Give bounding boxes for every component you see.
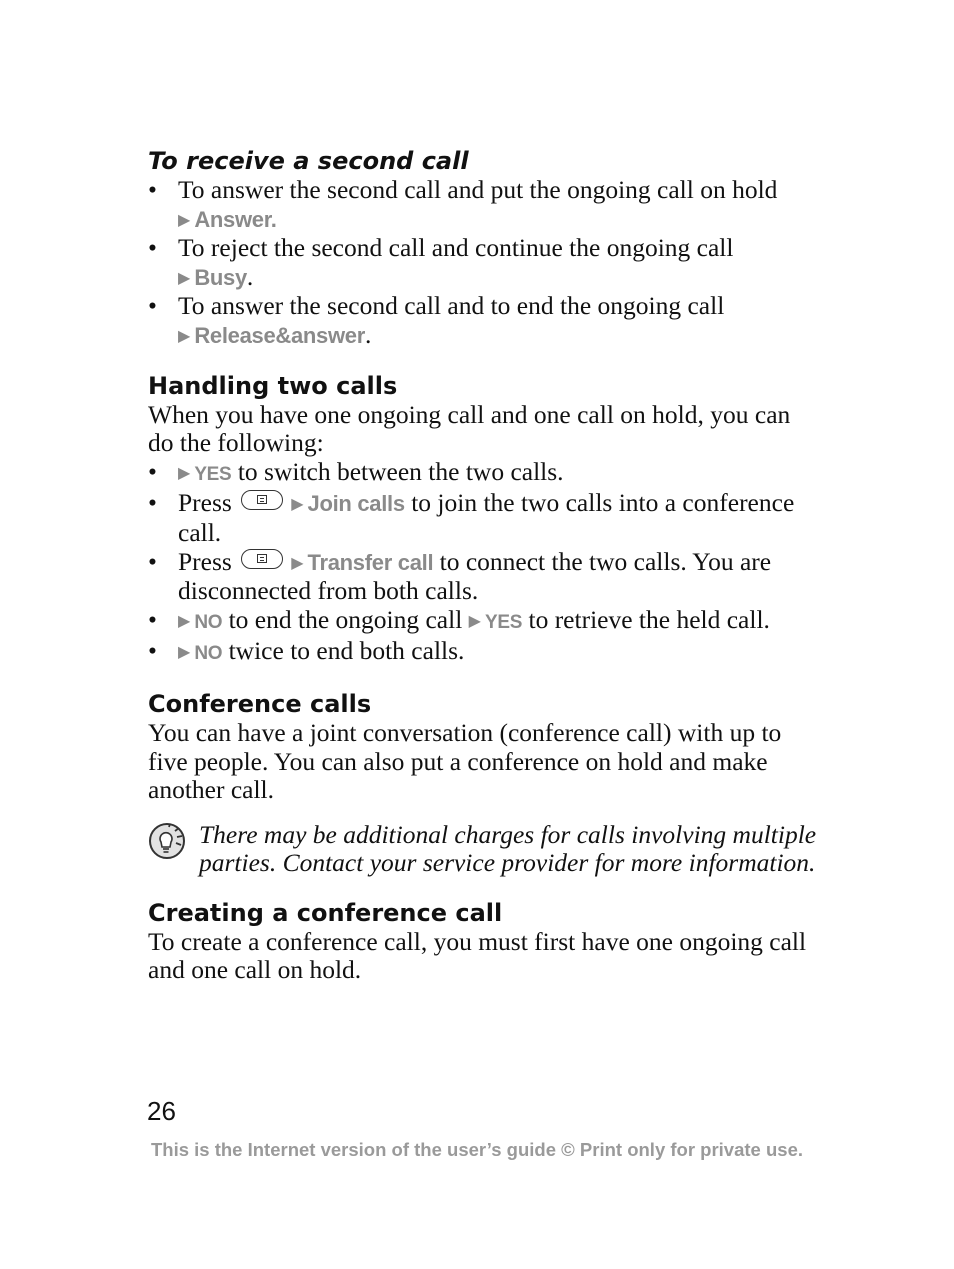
handling-intro: When you have one ongoing call and one call on hold, you can do the following: <box>148 399 791 458</box>
conference-body: You can have a joint conversation (conference call) with up to five people. You can also put a conference on hold and make another call. <box>148 717 782 805</box>
item-text: to join the two calls into a conference call. <box>178 488 795 547</box>
command-answer: Answer <box>194 206 271 232</box>
command-yes: YES <box>484 611 523 633</box>
item-press: Press <box>178 546 232 576</box>
item-punct: . <box>246 261 254 291</box>
right-triangle-icon: ▶ <box>178 267 191 287</box>
receive-options-list <box>148 176 818 351</box>
list-item <box>148 234 818 292</box>
list-item <box>148 606 818 638</box>
item-press: Press <box>178 488 232 518</box>
right-triangle-icon: ▶ <box>178 325 191 345</box>
right-triangle-icon: ▶ <box>291 552 304 572</box>
list-item <box>148 176 818 234</box>
item-text: twice to end both calls. <box>228 636 465 666</box>
right-triangle-icon: ▶ <box>178 209 191 229</box>
page-content <box>148 146 818 985</box>
heading-handling-two-calls: Handling two calls <box>148 371 398 400</box>
item-text: To answer the second call and to end the ongoing call <box>178 291 725 321</box>
command-transfer-call: Transfer call <box>307 549 434 575</box>
item-text: To reject the second call and continue the ongoing call <box>178 233 734 263</box>
section-conference-calls <box>148 689 818 878</box>
heading-creating-conference-call: Creating a conference call <box>148 898 503 927</box>
command-yes: YES <box>194 463 232 485</box>
command-no: NO <box>194 643 223 665</box>
list-item <box>148 489 818 547</box>
heading-receive-second-call: To receive a second call <box>148 147 469 175</box>
tip-note <box>148 821 818 878</box>
item-punct: . <box>365 319 372 349</box>
item-text: to connect the two calls. You are disconnected from both calls. <box>178 546 772 606</box>
menu-key-icon <box>241 549 283 569</box>
right-triangle-icon: ▶ <box>178 642 191 662</box>
item-text: to end the ongoing call <box>228 604 463 634</box>
section-receive-second-call <box>148 146 818 351</box>
item-text: to switch between the two calls. <box>237 456 564 486</box>
menu-key-icon <box>241 490 283 510</box>
page-number: 26 <box>147 1096 176 1126</box>
footer-notice: This is the Internet version of the user’s guide © Print only for private use. <box>150 1139 803 1160</box>
item-text: to retrieve the held call. <box>528 604 770 634</box>
item-punct: . <box>270 206 277 232</box>
right-triangle-icon: ▶ <box>468 610 481 630</box>
right-triangle-icon: ▶ <box>178 610 191 630</box>
lightbulb-tip-icon <box>148 821 190 863</box>
item-text: To answer the second call and put the ongoing call on hold <box>178 175 778 204</box>
list-item <box>148 292 818 350</box>
section-handling-two-calls <box>148 371 818 669</box>
command-release-answer: Release&answer <box>194 322 365 348</box>
list-item <box>148 458 818 490</box>
creating-body: To create a conference call, you must first have one ongoing call and one call on hold. <box>148 926 807 985</box>
handling-options-list <box>148 458 818 669</box>
right-triangle-icon: ▶ <box>291 494 304 514</box>
tip-text: There may be additional charges for calls involving multiple parties. Contact your service provider for more information. <box>199 819 817 878</box>
command-busy: Busy <box>194 264 247 290</box>
list-item <box>148 548 818 606</box>
section-creating-conference-call <box>148 898 818 985</box>
right-triangle-icon: ▶ <box>178 462 191 482</box>
list-item <box>148 637 818 669</box>
command-no: NO <box>194 611 223 633</box>
command-join-calls: Join calls <box>307 491 405 517</box>
heading-conference-calls: Conference calls <box>148 689 372 718</box>
